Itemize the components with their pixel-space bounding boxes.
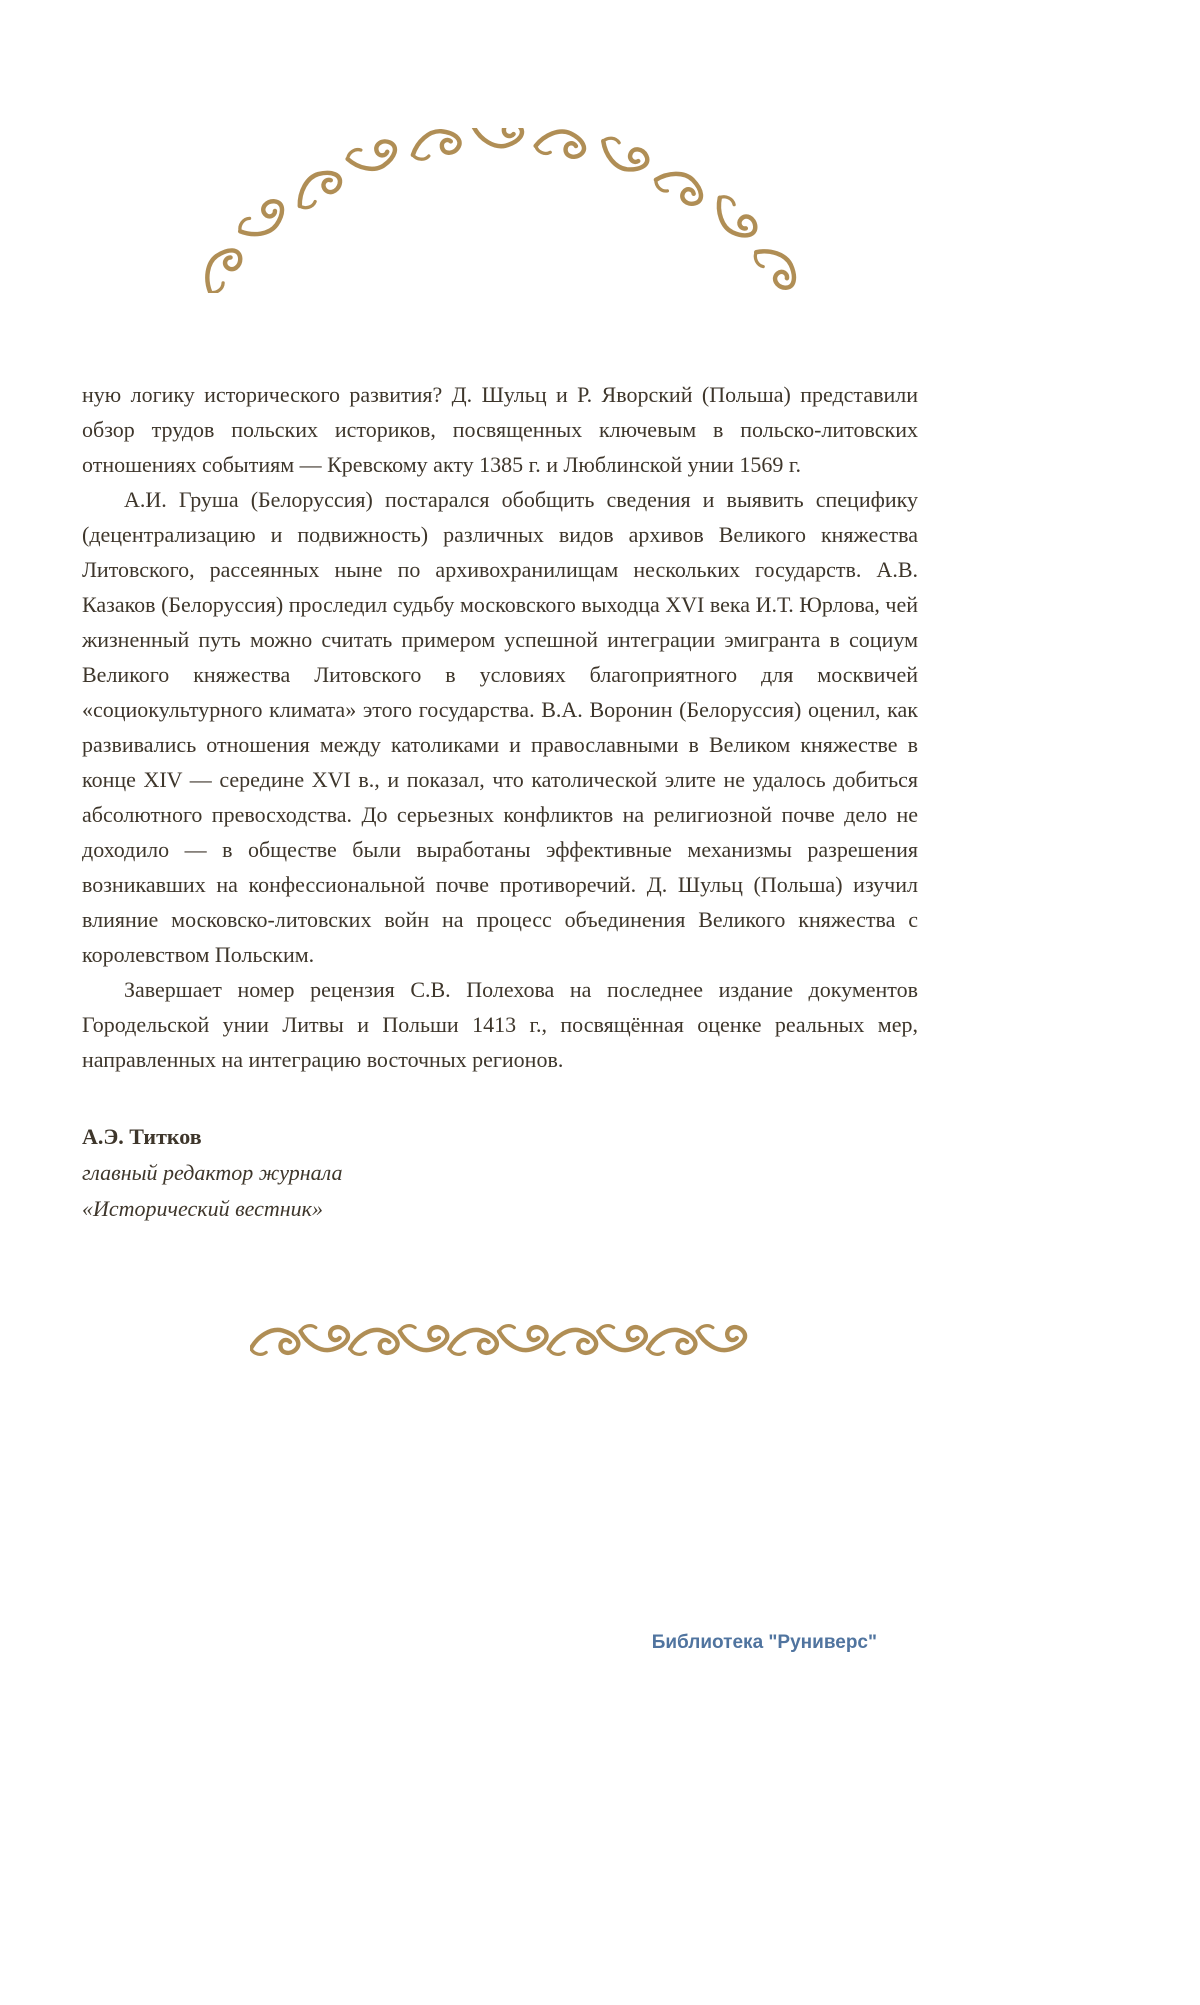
top-arc-ornament — [200, 128, 800, 293]
book-page — [0, 128, 1200, 2005]
journal-name: «Исторический вестник» — [82, 1196, 323, 1221]
author-name: А.Э. Титков — [82, 1124, 202, 1149]
paragraph-3: Завершает номер рецензия С.В. Полехова на последнее издание документов Городельской унии Литвы и Польши 1413 г., посвящённая оценке реальных мер, направленных на интеграцию восточных регионов. — [82, 977, 918, 1072]
bottom-border-ornament — [250, 1319, 750, 1361]
page-content — [82, 128, 918, 1361]
body-text — [82, 377, 918, 1077]
author-role: главный редактор журнала — [82, 1160, 343, 1185]
paragraph-1: ную логику исторического развития? Д. Шульц и Р. Яворский (Польша) представили обзор трудов польских историков, посвященных ключевым в польско-литовских отношениях событиям — Кревскому акту 1385 г. и Люблинской унии 1569 г. — [82, 382, 918, 477]
library-watermark: Библиотека "Руниверс" — [651, 1632, 877, 1653]
signature-block — [82, 1119, 918, 1227]
paragraph-2: А.И. Груша (Белоруссия) постарался обобщить сведения и выявить специфику (децентрализацию и подвижность) различных видов архивов Великого княжества Литовского, рассеянных ныне по архивохранилищам нескольких государств. А.В. Казаков (Белоруссия) проследил судьбу московского выходца XVI века И.Т. Юрлова, чей жизненный путь можно считать примером успешной интеграции эмигранта в социум Великого княжества Литовского в условиях благоприятного для москвичей «социокультурного климата» этого государства. В.А. Воронин (Белоруссия) оценил, как развивались отношения между католиками и православными в Великом княжестве в конце XIV — середине XVI в., и показал, что католической элите не удалось добиться абсолютного превосходства. До серьезных конфликтов на религиозной почве дело не доходило — в обществе были выработаны эффективные механизмы разрешения возникавших на конфессиональной почве противоречий. Д. Шульц (Польша) изучил влияние московско-литовских войн на процесс объединения Великого княжества с королевством Польским. — [82, 487, 918, 967]
